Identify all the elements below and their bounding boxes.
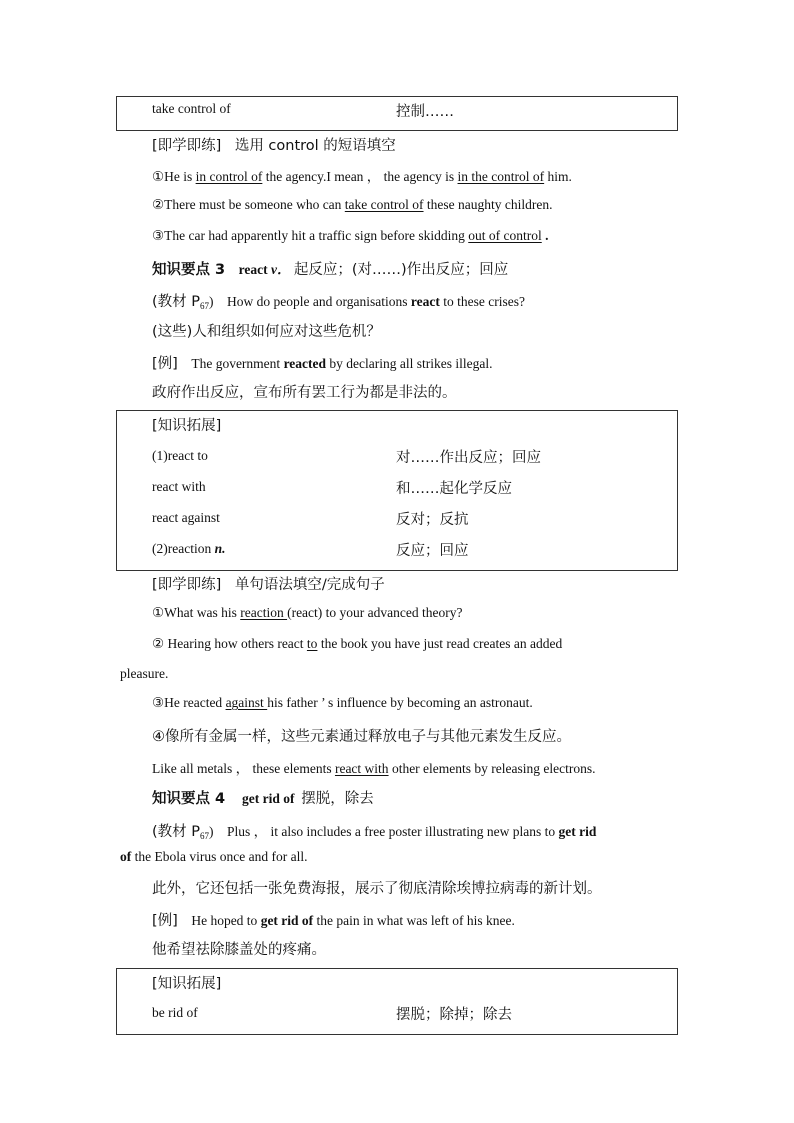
point3-source: (教材 $P_{67}$) How do people and organisations react to these crises? — [152, 294, 525, 311]
box3-term: be rid of — [152, 1005, 198, 1020]
practice2-sentence-3: ③He reacted against his father ’ s influence by becoming an astronaut. — [152, 695, 533, 710]
box3-meaning: 摆脱；除掉；除去 — [396, 1007, 512, 1023]
answer-blank: take control of — [344, 197, 424, 212]
point4-word: get rid of — [242, 791, 295, 806]
box2-row-meaning: 反对；反抗 — [396, 512, 469, 528]
box2-row-term: (1)react to — [152, 448, 208, 463]
practice1-header: [即学即练] — [152, 138, 222, 154]
point3-word: react — [238, 262, 268, 277]
answer-blank: react with — [334, 761, 389, 776]
point3-heading — [152, 258, 508, 279]
practice1-heading — [152, 134, 396, 155]
practice2-sentence-4: ④像所有金属一样，这些元素通过释放电子与其他元素发生反应。 — [152, 729, 571, 745]
point3-example: [例] The government reacted by declaring all strikes illegal. — [152, 356, 493, 372]
box3-header: [知识拓展] — [152, 976, 222, 992]
point4-source: (教材 $P_{67}$) Plus ， it also includes a free poster illustrating new plans to get rid — [152, 824, 597, 841]
box2-row-term: (2)reaction n. — [152, 541, 226, 556]
point3-quote-translation: (这些)人和组织如何应对这些危机？ — [152, 324, 381, 340]
box2-row-term: react against — [152, 510, 220, 525]
practice1-sentence-2: ②There must be someone who can take control of these naughty children. — [152, 197, 553, 212]
point3-pos: v． — [271, 262, 291, 277]
practice2-instruction: 单句语法填空/完成句子 — [234, 577, 385, 593]
point3-label: 知识要点 3 — [152, 262, 226, 278]
practice1-sentence-3: ③The car had apparently hit a traffic sign before skidding out of control . — [152, 228, 549, 243]
answer-blank: to — [306, 636, 318, 651]
point4-quote-translation: 此外，它还包括一张免费海报，展示了彻底清除埃博拉病毒的新计划。 — [152, 881, 602, 897]
answer-blank: against — [225, 695, 268, 710]
practice1-sentence-1: ①He is in control of the agency.I mean ， the agency is in the control of him. — [152, 169, 572, 184]
box2-row-meaning: 对……作出反应；回应 — [396, 450, 541, 466]
point3-example-translation: 政府作出反应，宣布所有罢工行为都是非法的。 — [152, 385, 457, 401]
answer-blank: out of control — [468, 228, 542, 243]
point4-heading — [152, 787, 374, 808]
box1-term: take control of — [152, 101, 231, 116]
answer-blank: in control of — [195, 169, 263, 184]
practice2-sentence-2: ② Hearing how others react to the book you have just read creates an added — [152, 636, 563, 651]
practice2-sentence-5: Like all metals ， these elements react with other elements by releasing electrons. — [152, 761, 596, 776]
practice2-sentence-2-cont: pleasure. — [120, 666, 169, 681]
point4-source-cont: of the Ebola virus once and for all. — [120, 849, 308, 864]
point4-meaning: 摆脱，除去 — [301, 791, 374, 807]
point4-label: 知识要点 4 — [152, 791, 226, 807]
practice2-header: [即学即练] — [152, 577, 222, 593]
practice2-heading — [152, 573, 385, 594]
answer-blank: reaction — [240, 605, 288, 620]
point3-meaning: 起反应；(对……)作出反应；回应 — [293, 262, 509, 278]
point4-example-translation: 他希望祛除膝盖处的疼痛。 — [152, 942, 326, 958]
box2-row-meaning: 反应；回应 — [396, 543, 469, 559]
box1-meaning: 控制…… — [396, 104, 454, 120]
practice2-sentence-1: ①What was his reaction (react) to your advanced theory? — [152, 605, 463, 620]
answer-blank: in the control of — [457, 169, 545, 184]
box2-row-term: react with — [152, 479, 206, 494]
box2-row-meaning: 和……起化学反应 — [396, 481, 512, 497]
practice1-instruction: 选用 control 的短语填空 — [234, 138, 396, 154]
point4-example: [例] He hoped to get rid of the pain in what was left of his knee. — [152, 913, 515, 929]
box2-header: [知识拓展] — [152, 418, 222, 434]
